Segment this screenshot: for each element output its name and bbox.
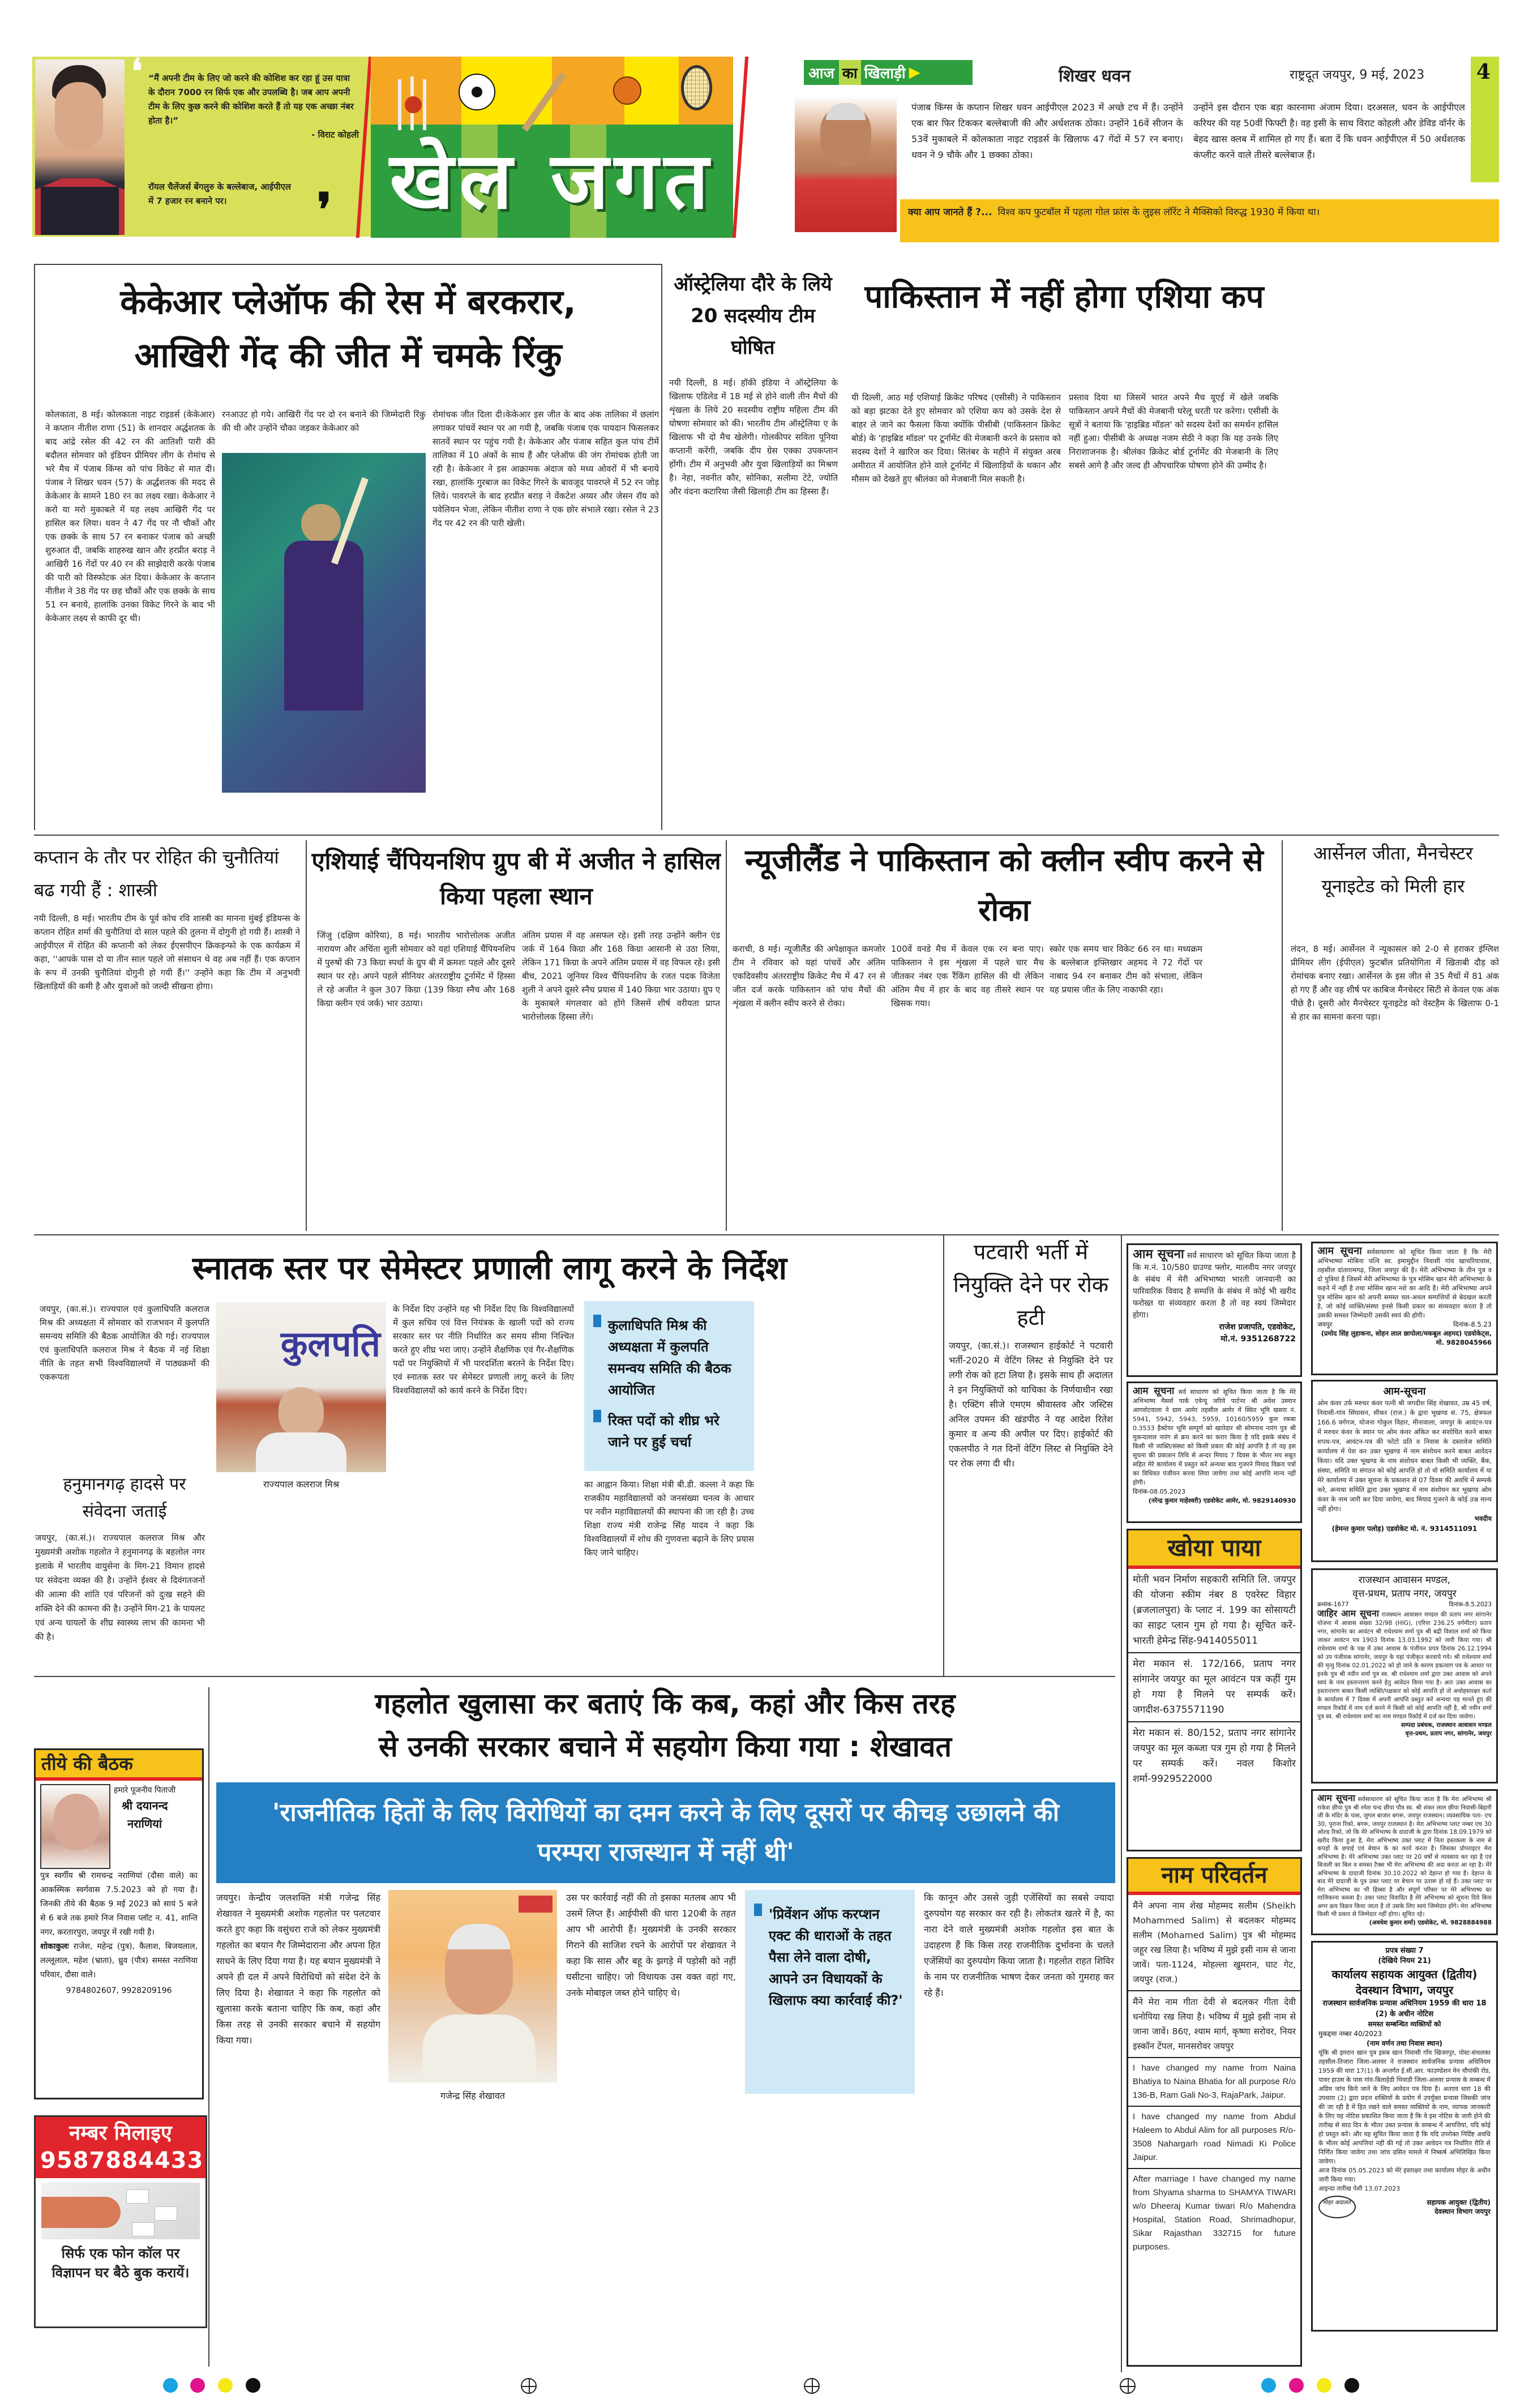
housing-text: राजस्थान आवासन मण्डल की प्रताप नगर सांगानेर योजना में आवास संख्या 32/98 (HIG), (एरिया 236.25 वर्गमीटर) प्रताप नगर, सांगानेर का आवंटन श्री राधेश्याम शर्मा पुत्र श्री बद्री विशाल शर्मा को किया जाकर आवंटन पत्र 1903 दिनांक 13.03.1992 को जारी किया गया। श्री राधेश्याम शर्मा के पक्ष में उक्त आवास के पंजीयन प्रपत्र दिनांक 26.12.1994 को उप पंजीयक सांगानेर, जयपुर के यहां पंजीकृत करवाये गये। श्री राधेश्याम शर्मा की मृत्यु दिनांक 02.01.2022 को हो जाने के कारण हकत्याग पत्र के आधार पर इनके पुत्र श्री नवीन शर्मा पुत्र स्व. श्री राधेश्याम शर्मा द्वारा उक्त आवास को अपने स्वयं के नाम हस्तान्तरण करने हेतु आवेदन किया गया है। अतः उक्त आवास का हस्तान्तरण बाबत किसी व्यक्ति/पक्षकार को कोई आपत्ति हो तो अधोहस्ताक्षर कर्ता के कार्यालय में 7 दिवस में अपनी आपत्ति प्रस्तुत करें अन्यथा यह मानते हुए की मण्डल रिकॉर्ड में नाम दर्ज करने में किसी को कोई आपत्ति नहीं है, श्री नवीन शर्मा पुत्र स्व. श्री राधेश्याम शर्मा का नाम मण्डल रिकॉर्ड में दर्ज कर दिया जावेगा। xyxy=(1317,1611,1492,1720)
lost-found-box xyxy=(1127,1529,1302,1851)
name-change-item-1: मैंने अपना नाम शेख मोहम्मद सलीम (Sheikh Mohammed Salim) से बदलकर मोहम्मद सलीम (Mohamed Salim) पुत्र श्री मोहम्मद जहूर रख लिया है। भविष्य में मुझे इसी नाम से जाना जावें। पता-1124, मोहल्ला खुमरान, घाट गेट, जयपुर (राज.) xyxy=(1128,1895,1300,1991)
top-rule xyxy=(34,264,662,265)
devasthan-subhead: (नाम वर्णन तथा निवास स्थान) xyxy=(1367,2039,1442,2047)
player-text-1: पंजाब किंग्स के कप्तान शिखर धवन आईपीएल 2023 में अच्छे टच में हैं। उन्होंने एक बार फिर टिककर बल्लेबाजी की और अर्धशतक ठोका। उन्होंने 16वें सीजन के 53वें मुकाबले में कोलकाता नाइट राइडर्स के खिलाफ 47 गेंदों में 57 रन बनाए। धवन ने 9 चौके और 1 छक्का ठोका। xyxy=(911,102,1183,160)
shekhawat-col-2b xyxy=(388,2109,557,2364)
play-arrow-icon: ▶ xyxy=(909,64,920,81)
devasthan-text: चूंकि श्री इमरान खान पुत्र इसब खान निवासी गाँव खिजरपुर, पोस्ट-संथलका तहसील-तिजारा जिला-अलवर ने राजस्थान सार्वजनिक प्रन्यास अधिनियम 1959 की धारा 17(1) के अन्तर्गत ई.सी.आर. फाउण्डेशन मेन चौपांकी रोड, पावर हाउस के पास गांव-बिलाहेडी भिवाडी जिला-अलवर प्रन्यास के सम्बन्ध में अग्रिम जांच किये जाने के लिए आवेदन पत्र दिया है। अतएव धारा 18 की उपधारा (2) द्वारा प्रदत्त शक्तियों के प्रयोग में उपर्युक्त प्रन्यास जिसकी जांच की जा रही है में हित रखने वाले समस्त व्यक्तियों के नाम, व्यापक जानकारी के लिए यह नोटिस प्रकाशित किया जाता है कि वे इस नोटिस के जारी होने की तारीख से साठ दिन के भीतर उक्त प्रन्यास के सम्बन्ध में आपत्तियां, यदि कोई हो प्रस्तुत करें। और यह सूचित किया जाता है कि यदि उपरोक्त निर्दिष्ट अवधि के भीतर कोई आपत्तियां नहीं की गई तो उक्त आवेदन पत्र निर्धारित रीति से निर्णित किया जावेगा तथा जांच ग्रसित मामले में निष्कर्ष अभिलिखित किया जावेगा। xyxy=(1318,2049,1491,2165)
player-text-2: उन्होंने इस दौरान एक बड़ा कारनामा अंजाम दिया। दरअसल, धवन के आईपीएल करियर की यह 50वीं फिफ्टी है। वह इसी के साथ विराट कोहली और डेविड वॉर्नर के बेहद खास क्लब में शामिल हो गए हैं। बता दें कि धवन आईपीएल में 50 अर्धशतक कंप्लीट करने वाले तीसरे बल्लेबाज हैं। xyxy=(1193,102,1465,160)
notice-5-text: सर्वसाधारण को सूचित किया जाता है कि मेरा अभिभाष्य श्री राकेश छीपा पुत्र श्री रमेश चन्द छीपा पौत्र स्व. श्री शंकर लाल छीपा निवासी-बिहारी जी के मंदिर के पास, जुगल बाजार बगरू, जयपुर राजस्थान। व्यवसायिक पता- एच 30, पुराना रिको, बगरू, जयपुर राजस्थान है। मेरा अभिभाष्य प्लाट नम्बर एच 30 ओल्ड रिको, जो कि मेरे अभिभाष्य के दादाजी के द्वारा दिनांक 18.09.1979 को खरीद किया हुआ है, मेरा अभिभाष्य उक्त प्लाट में निता हस्तकला के नाम से कपड़ों के छपाई एवं बेचान के का कार्य करता है। जिसका प्रोपराइटर मेरा अभिभाष्य है। मेरे अभिभाष्य उक्त प्लाट पर 20 वर्षों से व्यवसाय कर रहा है एवं बिजली का बिल व समस्त टैक्स भी मेरा अभिभाष्य की अदा करता आ रहा है। मेरे अभिभाष्य के दादाजी दिनांक 30.10.2022 को देहान्त हो गया है। देहान्त के बाद मेरे दादाजी के पुत्र उक्त प्लाट पर बेचान पर उतारू हो रहे हैं। उक्त प्लाट पर मेरा अभिभाष्य का भी हिस्सा है और संपूर्ण परिसर पर मेरे अभिभाष्य का मालिकाना कब्जा है। उक्त प्लाट विवादित है मेरे अभिभाष्य को सूचना दिये बिना अगर क्रय विक्रय किया जाता है तो उसके लिए स्वयं जिम्मेदार होंगे। मेरा अभिभाष्य किसी भी प्रकार से जिम्मेदार नहीं होगा। सूचित रहे। xyxy=(1317,1796,1492,1918)
obituary-photo xyxy=(40,1784,110,1869)
notice-4-text: ओम कंवर उर्फ मरुधर कंवर पत्नी श्री जगदीश सिंह शेखावत, उम्र 45 वर्ष, निवासी-गांव सिंघासन, सीकर (राज.) के द्वारा भूखण्ड सं. 75, क्षेत्रफल 166.6 वर्गगज, योजना गोकुल विहार, मीनावाला, जयपुर के आवंटन-पत्र में मरुधर कंवर के स्थान पर ओम कंवर अंकित कर संशोधित करने बाबत शपथ-पत्र, आवंटन-पत्र की फोटो प्रति व निवास के दस्तावेज समिति कार्यालय में पेश कर उक्त भूखण्ड में नाम संशोधन करने बाबत आवेदन किया। यदि उक्त भूखण्ड के नाम संशोधन बाबत किसी भी व्यक्ति, बैंक, संस्था, समिति या संगठन को कोई आपत्ति हो तो वो समिति कार्यालय में या मेरे कार्यालय में उक्त सूचना के प्रकाशन से 07 दिवस की अवधि में सम्पर्क करे, अन्यथा समिति द्वारा उक्त भूखण्ड में नाम संशोधन कर भूखण्ड ओम कंवर के नाम जारी कर दिया जायेगा, बाद मियाद गुजरने के कोई उज्र मान्य नहीं होगा। xyxy=(1317,1399,1492,1513)
notice-3-text: सर्व साधारण को सूचित किया जाता है कि मेरे अभिभाष्य मैसर्स पार्क एवेन्यू जरिये पार्टनर श्री अवेश उस्मान आगवोटवाला ने ग्राम आमेर तहसील आमेर में स्थित भूमि खसरा नं. 5941, 5942, 5943, 5959, 10160/5959 कुल रकबा 0.3533 हैक्टेयर भूमि सम्पूर्ण को खातेदार श्री सोमनाथ नारंग पुत्र श्री मुकन्दलाल नारंग से क्रय करने का करार किया है यदि इसके संबंध में किसी भी व्यक्ति/संस्था को किसी प्रकार की कोई आपत्ति है तो वह इस सूचना की प्रकाशन तिथि से अन्दर मियाद 7 दिवस के भीतर मय सबूत सहित मेरे कार्यालय में प्रस्तुत करें अन्यथा बाद गुजरने मियाद विक्रय पत्रों का विधिवत पंजीयन करवा लिया जायेगा तथा कोई आपत्ति मान्य नहीं होगी। xyxy=(1133,1388,1296,1486)
arsenal-rule xyxy=(1282,840,1283,1231)
crosshair-mark xyxy=(1120,2378,1136,2394)
notice-4-signature: (हेमन्त कुमार पलोड़) एडवोकेट मो. नं. 9314511091 xyxy=(1331,1525,1478,1533)
arsenal-headline: आर्सेनल जीता, मैनचेस्टर यूनाइटेड को मिली हार xyxy=(1313,842,1473,897)
player-name: शिखर धवन xyxy=(1059,66,1131,86)
quote-author: - विराट कोहली xyxy=(311,130,359,140)
kkr-headline-1: केकेआर प्लेऑफ की रेस में बरकरार, xyxy=(120,283,576,322)
basketball-icon xyxy=(613,76,641,105)
obituary-name-2: नराणियां xyxy=(127,1817,162,1830)
lost-found-item-1: मोती भवन निर्माण सहकारी समिति लि. जयपुर की योजना स्कीम नंबर 8 एवरेस्ट विहार (ब्रजलालपुरा) के प्लाट नं. 199 का सोसायटी का साइट प्लान गुम हो गया है। सूचित करें-भारती हेमेन्द्र सिंह-9414055011 xyxy=(1128,1569,1300,1653)
promo-number: 9587884433 xyxy=(40,2148,204,2174)
trivia-label: क्या आप जानते हैं ?... xyxy=(908,207,992,218)
promo-title: नम्बर मिलाइए xyxy=(69,2122,172,2145)
notice-5-heading: आम सूचना xyxy=(1317,1793,1355,1803)
lost-found-title: खोया पाया xyxy=(1128,1530,1300,1569)
notice-3-heading: आम सूचना xyxy=(1133,1385,1175,1397)
quote-block xyxy=(148,71,359,142)
name-change-box xyxy=(1127,1857,1302,2367)
magenta-registration-mark xyxy=(190,2378,205,2393)
faf-du-plessis-photo xyxy=(35,59,125,235)
row4-rule xyxy=(34,1676,1115,1677)
notice-4-heading: आम-सूचना xyxy=(1383,1385,1426,1397)
devasthan-notice xyxy=(1311,1941,1498,2332)
nz-headline: न्यूजीलैंड ने पाकिस्तान को क्लीन स्वीप करने से रोका xyxy=(745,842,1264,928)
notice-1 xyxy=(1127,1243,1302,1377)
housing-signature-2: वृत्त-प्रथम, प्रताप नगर, सांगानेर, जयपुर xyxy=(1405,1730,1492,1737)
notice-2-text: सर्वसाधारण को सूचित किया जाता है कि मेरी अभिभाष्या मोबिना पत्नि स्व. इमामुद्दीन निवासी गांव खाचरियावास, तहसील दांतारामगढ़, जिला जयपुर की है। मेरी अभिभाष्या के तीन पुत्र व दो पुत्रियां है जिसमें मेरी अभिभाष्या के पुत्र मोसिम खान मेरी अभिभाष्या के कहने में नहीं है तथा मोसिम खान नशे का आदि है। मेरी अभिभाष्या अपने पुत्र मोसिम खान को अपनी समस्त चल-अचल सम्पत्तियों से बेदखल करती है, जो कोई व्यक्ति/संस्था इनसे किसी प्रकार का संव्यवहार करता है तो उसकी समस्त जिम्मेदारी उसकी स्वयं की होगी। xyxy=(1317,1248,1492,1319)
section-title: खेल जगत xyxy=(389,135,714,226)
notice-1-text: सर्व साधारण को सूचित किया जाता है कि म.नं. 10/580 ग्राउण्ड फ्लोर, मालवीय नगर जयपुर के संबंध में मेरी अभिभाष्या भारती जानयानी का पारिवारिक विवाद है सम्पत्ति के संबंध में कोई भी खरीद फरोख्त या संव्यवहार करता है तो वह स्वयं जिम्मेदार होगा। xyxy=(1133,1251,1296,1320)
mourners-label: शोकाकुलः xyxy=(40,1942,69,1951)
obituary-title: तीये की बैठक xyxy=(36,1750,202,1781)
patwari-rule xyxy=(943,1234,944,1676)
notice-3 xyxy=(1127,1382,1302,1523)
kulpati-photo xyxy=(216,1302,386,1472)
semester-col-1: जयपुर, (का.सं.)। राज्यपाल एवं कुलाधिपति कलराज मिश्र की अध्यक्षता में सोमवार को राजभवन में कुलपति समन्वय समिति की बैठक आयोजित की गई। राज्यपाल एवं कुलाधिपति कलराज मिश्र ने बैठक में नई शिक्षा नीति के तहत सभी विश्वविद्यालयों में पाठ्यक्रमों की एकरूपता xyxy=(40,1304,209,1382)
notice-3-date: दिनांक-08.05.2023 xyxy=(1133,1488,1186,1495)
football-icon xyxy=(459,74,495,110)
notice-2-signature: (प्रमोद सिंह लुहाकना, सोहन लाल छापोला/मकबूल अहमद) एडवोकेट्स, मो. 9828045966 xyxy=(1321,1329,1492,1346)
asia-cup-col-2: प्रस्ताव दिया था जिसमें भारत अपने मैच यूएई में खेले जबकि पाकिस्तान अपने मैचों की मेजबानी घरेलू धरती पर करेगा। एसीसी के सूत्रों ने बताया कि 'हाइब्रिड मॉडल' को सदस्य देशों का समर्थन हासिल नहीं हुआ। पीसीबी के अध्यक्ष नजम सेठी ने कहा कि यह उनके लिए निराशाजनक है। श्रीलंका क्रिकेट बोर्ड टूर्नामेंट की मेजबानी के लिए सबसे आगे है और जल्द ही औपचारिक घोषणा होने की उम्मीद है। xyxy=(1069,392,1278,471)
cyan-registration-mark xyxy=(163,2378,178,2393)
devasthan-addressee: समस्त सम्बन्धित व्यक्तियों को xyxy=(1368,2020,1441,2028)
shikhar-dhawan-photo xyxy=(795,96,897,232)
kkr-headline-2: आखिरी गेंद की जीत में चमके रिंकु xyxy=(134,336,562,375)
devasthan-signature-2: देवस्थान विभाग जयपुर xyxy=(1434,2208,1491,2215)
name-change-item-5: After marriage I have changed my name from Shyama sharma to SHAMYA TIWARI w/o Dheeraj Kumar tiwari R/o Mahendra Hospital, Station Road, Shrimadhopur, Sikar Rajasthan 332715 for future purposes. xyxy=(1133,2174,1296,2252)
bullet-icon xyxy=(593,1410,601,1422)
trivia-text: विश्व कप फुटबॉल में पहला गोल फ्रांस के लुइस लॉरेंट ने मैक्सिको विरुद्ध 1930 में किया था। xyxy=(997,207,1320,218)
phone-keypad-image xyxy=(41,2183,200,2239)
badge-word-2: का xyxy=(839,60,861,85)
notice-5 xyxy=(1311,1789,1498,1935)
hockey-left-rule xyxy=(661,264,662,830)
shekhawat-col-2: उस पर कार्रवाई नहीं की तो इसका मतलब आप भी उसमें लिप्त हैं। आईपीसी की धारा 120बी के तहत आप भी आरोपी हैं। मुख्यमंत्री के उनकी सरकार गिराने की साजिश रचने के आरोपों पर शेखावत ने कहा कि सास और बहू के झगड़े में पड़ोसी को नहीं घसीटना चाहिए। जो विधायक उस वक्त वहां गए, उनके मोबाइल जब्त होने चाहिए थे। xyxy=(566,1892,736,1998)
notice-5-signature: (अवधेश कुमार शर्मा) एडवोकेट, मो. 9828884988 xyxy=(1369,1919,1492,1926)
cricket-wicket-icon xyxy=(393,68,433,130)
patwari-headline: पटवारी भर्ती में नियुक्ति देने पर रोक हटी xyxy=(953,1239,1109,1330)
lost-found-item-2: मेरा मकान सं. 172/166, प्रताप नगर सांगानेर जयपुर का मूल आवंटन पत्र कहीं गुम हो गया है मिलने पर सम्पर्क करें। जगदीश-6375571190 xyxy=(1128,1653,1300,1722)
nz-col-2: 100वें वनडे मैच में केवल एक रन बना पाए। पाकिस्तान ने इस शृंखला में पहले चार मैच जीतकर नंबर एक रैंकिंग हासिल की थी लेकिन अंतिम मैच में हार के बाद वह तीसरे स्थान पर खिसक गया। xyxy=(891,944,1044,1008)
callout-1: कुलाधिपति मिश्र की अध्यक्षता में कुलपति समन्वय समिति की बैठक आयोजित xyxy=(608,1318,731,1398)
notice-2-heading: आम सूचना xyxy=(1317,1245,1362,1257)
devasthan-rule: (देखिये नियम 21) xyxy=(1378,1957,1431,1965)
housing-heading: जाहिर आम सूचना xyxy=(1317,1608,1379,1619)
shastri-rule xyxy=(306,840,307,1231)
rinku-singh-photo xyxy=(222,453,426,793)
obituary-phones: 9784802607, 9928209196 xyxy=(66,1986,172,1995)
quote-close-mark: ❜ xyxy=(317,183,332,236)
tennis-racket-icon xyxy=(681,65,712,110)
magenta-registration-mark xyxy=(1289,2378,1304,2393)
notice-4 xyxy=(1311,1380,1498,1562)
quote-text: “मैं अपनी टीम के लिए जो करने की कोशिश कर रहा हूं उस यात्रा के दौरान 7000 रन सिर्फ एक और उपलब्धि है। जब आप अपनी टीम के लिए कुछ करने की कोशिश करते हैं तो यह एक अच्छा नंबर होता है।” xyxy=(148,73,354,126)
nz-col-1: कराची, 8 मई। न्यूजीलैंड की अपेक्षाकृत कमजोर टीम ने रविवार को यहां पांचवें और अंतिम एकदिवसीय अंतरराष्ट्रीय क्रिकेट मैच में 47 रन से जीत दर्ज करके पाकिस्तान को पांच मैचों की शृंखला में क्लीन स्वीप करने से रोका। xyxy=(733,944,885,1008)
ajit-col-2: अंतिम प्रयास में वह असफल रहे। इसी तरह उन्होंने क्लीन एंड जर्क में 164 किग्रा और 168 किग्रा आसानी से उठा लिया, लेकिन 171 किग्रा के अपने अंतिम प्रयास में वह विफल रहे। इसी बीच, 2021 जूनियर विश्व चैंपियनशिप के रजत पदक विजेता शुली ने अपने दूसरे स्नैच प्रयास में 140 किग्रा भार उठाया। ग्रुप ए के मुकाबले मंगलवार को होंगे जिसमें शीर्ष वरीयता प्राप्त भारोत्तोलक हिस्सा लेंगे। xyxy=(522,930,720,1022)
black-registration-mark xyxy=(246,2378,260,2393)
notice-1-heading: आम सूचना xyxy=(1133,1247,1184,1261)
ad-booking-promo[interactable] xyxy=(34,2115,207,2328)
shastri-headline: कप्तान के तौर पर रोहित की चुनौतियां बढ गयी हैं : शास्त्री xyxy=(34,846,279,901)
semester-col-3: का आह्वान किया। शिक्षा मंत्री बी.डी. कल्ला ने कहा कि राजकीय महाविद्यालयों को जनसंख्या घनत्व के आधार पर नवीन महाविद्यालयों की स्थापना की जा रही है। उच्च शिक्षा राज्य मंत्री राजेन्द्र सिंह यादव ने कहा कि विश्वविद्यालयों में शोध की गुणवत्ता बढ़ाने के लिए प्रयास किए जाने चाहिए। xyxy=(584,1479,754,1558)
ajit-col-1: जिंजु (दक्षिण कोरिया), 8 मई। भारतीय भारोत्तोलक अजीत नारायण और अचिंता शुली सोमवार को यहां एशियाई चैंपियनशिप में पुरुषों की 73 किग्रा स्पर्धा के ग्रुप बी में क्रमशः पहले और दूसरे स्थान पर रहे। अपने पहले सीनियर अंतरराष्ट्रीय टूर्नामेंट में हिस्सा ले रहे अजीत ने कुल 307 किग्रा (139 किग्रा स्नैच और 168 किग्रा क्लीन एवं जर्क) भार उठाया। xyxy=(317,930,515,1008)
shekhawat-headline-2: से उनकी सरकार बचाने में सहयोग किया गया : शेखावत xyxy=(379,1730,952,1763)
hanumangarh-body: जयपुर, (का.सं.)। राज्यपाल कलराज मिश्र और मुख्यमंत्री अशोक गहलोत ने हनुमानगढ़ के बहलोल नगर इलाके में भारतीय वायुसेना के मिग-21 विमान हादसे पर संवेदना व्यक्त की है। उन्होंने ईश्वर से दिवंगतजनों की आत्मा की शांति एवं परिजनों को दुःख सहने की शक्ति देने की कामना की है। उन्होंने मिग-21 के पायलट एवं अन्य घायलों के शीघ्र स्वास्थ्य लाभ की कामना भी की है। xyxy=(35,1533,205,1642)
shekhawat-col-3b xyxy=(745,2101,915,2367)
lost-found-item-3: मेरा मकान सं. 80/152, प्रताप नगर सांगानेर जयपुर का मूल कब्जा पत्र गुम हो गया है मिलने पर सम्पर्क करें। नवल किशोर शर्मा-9929522000 xyxy=(1133,1727,1296,1785)
semester-callout xyxy=(584,1301,754,1471)
devasthan-act: राजस्थान सार्वजनिक प्रन्यास अधिनियम 1959 की धारा 18 (2) के अधीन नोटिस xyxy=(1322,1999,1487,2018)
devasthan-next-date: आइन्दा तारीख पेशी 13.07.2023 xyxy=(1318,2185,1401,2192)
notice-4-closing: भवदीय xyxy=(1474,1515,1492,1522)
kulpati-col-2b xyxy=(216,1495,386,1665)
semester-col-4 xyxy=(764,1302,934,1665)
shekhawat-banner-text: 'राजनीतिक हितों के लिए विरोधियों का दमन करने के लिए दूसरों पर कीचड़ उछालने की परम्परा राजस्थान में नहीं थी' xyxy=(272,1798,1060,1867)
devasthan-title: कार्यालय सहायक आयुक्त (द्वितीय) देवस्थान विभाग, जयपुर xyxy=(1331,1968,1478,1997)
kkr-col-2: रनआउट हो गये। आखिरी गेंद पर दो रन बनाने की जिम्मेदारी रिंकु की थी और उन्होंने चौका जड़कर केकेआर को xyxy=(222,409,426,433)
page-number: 4 xyxy=(1476,60,1491,84)
asia-cup-headline: पाकिस्तान में नहीं होगा एशिया कप xyxy=(864,279,1264,315)
shekhawat-callout xyxy=(745,1890,915,2094)
semester-col-2: के निर्देश दिए उन्होंने यह भी निर्देश दिए कि विश्वविद्यालयों में कुल सचिव एवं वित्त नियंत्रक के खाली पदों को राज्य सरकार स्तर पर नीति निर्धारित कर समय सीमा निश्चित करते हुए शीघ्र भरा जाए। उन्होंने शैक्षणिक एवं गैर-शैक्षणिक पदों पर नियुक्तियों में भी पारदर्शिता बरतने के निर्देश दिए। एवं स्नातक स्तर पर सेमेस्टर प्रणाली लागू करने के लिए विश्वविद्यालयों को कार्य करने के निर्देश दिए। xyxy=(393,1304,574,1396)
notice-1-phone: मो.नं. 9351268722 xyxy=(1220,1335,1296,1344)
shekhawat-col-1: जयपुर। केन्द्रीय जलशक्ति मंत्री गजेन्द्र सिंह शेखावत ने मुख्यमंत्री अशोक गहलोत पर पलटवार करते हुए कहा कि वसुंधरा राजे को लेकर मुख्यमंत्री गहलोत का बयान गैर जिम्मेदाराना और अपना हित साधने के लिए दिया गया है। यह बयान मुख्यमंत्री ने अपने ही दल में अपने विरोधियों को संदेश देने के लिए दिया है। शेखावत ने कहा कि गहलोत को खुलासा करके बताना चाहिए कि कब, कहां और किस तरह से उनकी सरकार बचाने में सहयोग किया गया। xyxy=(216,1892,380,2046)
kkr-col-3: रोमांचक जीत दिला दी।केकेआर इस जीत के बाद अंक तालिका में छलांग लगाकर पांचवें स्थान पर आ गयी है, जबकि पंजाब एक पायदान फिसलकर सातवें स्थान पर पहुंच गयी है। केकेआर और पंजाब सहित कुल पांच टीमें तालिका में 10 अंकों के साथ हैं और प्लेऑफ की जंग रोमांचक होती जा रही है। केकेआर ने इस आक्रामक अंदाज को मध्य ओवरों में भी बनाये रखा, हालांकि गुरबाज का विकेट गिरने के बावजूद पावरप्ले में 52 रन जोड़ लिये। पावरप्ले के बाद हरप्रीत बराड़ ने वेंकटेश अय्यर और जेसन रॉय को पवेलियन भेजा, लेकिन नीतीश राणा ने एक छोर संभाले रखा। रसेल ने 23 गेंद पर 42 रन की पारी खेली। xyxy=(432,409,659,528)
obituary-name-1: श्री दयानन्द xyxy=(121,1799,168,1812)
obituary-box xyxy=(34,1748,204,2099)
shekhawat-banner xyxy=(216,1782,1115,1883)
shastri-body: नयी दिल्ली, 8 मई। भारतीय टीम के पूर्व कोच रवि शास्त्री का मानना मुंबई इंडियन्स के कप्तान रोहित शर्मा की चुनौतियां दो साल पहले की तुलना में दोगुनी हो गयी हैं। शास्त्री ने आईपीएल में रोहित की कप्तानी को लेकर ईएसपीएन क्रिकइन्फो के एक कार्यक्रम में कहा, ''आपके पास दो या तीन साल पहले जो संसाधन थे वह अब नहीं हैं। एक कप्तान के रूप में उनकी चुनौतियां दोगुनी हो गयी हैं।'' उन्होंने कहा कि टीम में अनुभवी खिलाड़ियों की कमी है और युवाओं को जल्दी सीखना होगा। xyxy=(34,913,300,991)
mourners-list: राजेश, महेन्द्र (पुत्र), कैलाश, बिजयलाल, लल्लूलाल, महेश (भ्राता), ध्रुव (पौत्र) समस्त नराणिया परिवार, दौसा वाले। xyxy=(40,1942,198,1979)
badge-word-3: खिलाड़ी xyxy=(864,65,906,82)
asia-cup-col-1: यी दिल्ली, आठ मई एशियाई क्रिकेट परिषद (एसीसी) ने पाकिस्तान को बड़ा झटका देते हुए सोमवार को एशिया कप को उसके देश से बाहर ले जाने का फैसला किया क्योंकि पीसीबी (पाकिस्तान क्रिकेट बोर्ड) के 'हाइब्रिड मॉडल' पर टूर्नामेंट की मेजबानी करने के प्रस्ताव को सदस्य देशों ने खारिज कर दिया। सितंबर के महीने में संयुक्त अरब अमीरात में आयोजित होने वाले टूर्नामेंट में खिलाड़ियों के थकान और मौसम को देखते हुए श्रीलंका को मेजबानी मिल सकती है। xyxy=(851,392,1061,484)
callout-2: रिक्त पदों को शीघ्र भरे जाने पर हुई चर्चा xyxy=(608,1413,720,1450)
shekhawat-headline-1: गहलोत खुलासा कर बताएं कि कब, कहां और किस तरह xyxy=(375,1687,956,1720)
devasthan-issued: आज दिनांक 05.05.2023 को मेरे हस्ताक्षर तथा कार्यालय मोहर के अधीन जारी किया गया। xyxy=(1318,2167,1491,2183)
notice-1-signature: राजेश प्रजापति, एडवोकेट, xyxy=(1219,1323,1296,1332)
badge-word-1: आज xyxy=(808,65,834,82)
name-change-title: नाम परिवर्तन xyxy=(1128,1859,1300,1895)
crosshair-mark xyxy=(521,2378,537,2394)
devasthan-signature-1: सहायक आयुक्त (द्वितीय) xyxy=(1427,2199,1491,2206)
kulpati-caption: राज्यपाल कलराज मिश्र xyxy=(263,1479,340,1490)
shekhawat-left-rule xyxy=(208,1687,209,2367)
housing-title-2: वृत्त-प्रथम, प्रताप नगर, जयपुर xyxy=(1352,1588,1457,1599)
bullet-icon xyxy=(593,1315,601,1327)
obituary-body: पुत्र स्वर्गीय श्री रामचन्द्र नराणियां (दौसा वाले) का आकस्मिक स्वर्गवास 7.5.2023 को हो गया है। जिनकी तीये की बैठक 9 मई 2023 को सायं 5 बजे से 6 बजे तक हमारे निज निवास प्लॉट न. 41, शान्ति नगर, करतारपुरा, जयपुर में रखी गयी है। xyxy=(40,1871,198,1937)
bullet-icon xyxy=(754,1904,762,1916)
arsenal-body: लंदन, 8 मई। आर्सेनल ने न्यूकासल को 2-0 से हराकर इंग्लिश प्रीमियर लीग (ईपीएल) फुटबॉल प्रतियोगिता में खिताबी दौड़ को रोमांचक बनाए रखा। आर्सेनल के इस जीत से 35 मैचों में 81 अंक हो गए हैं और वह शीर्ष पर काबिज मैनचेस्टर सिटी से केवल एक अंक पीछे है। दूसरी ओर मैनचेस्टर यूनाइटेड को वेस्टहैम के खिलाफ 0-1 से हार का सामना करना पड़ा। xyxy=(1291,944,1499,1022)
quote-caption: रॉयल चैलेंजर्स बेंगलुरु के बल्लेबाज, आईपीएल में 7 हजार रन बनाने पर। xyxy=(148,182,291,206)
section-banner xyxy=(371,57,733,238)
obituary-intro: हमारे पूजनीय पिताजी xyxy=(114,1786,176,1795)
devasthan-form-no: प्रपत्र संख्या 7 xyxy=(1385,1947,1424,1955)
dateline: राष्ट्रदूत जयपुर, 9 मई, 2023 xyxy=(1290,68,1425,82)
housing-ref: क्रमांक-1677 xyxy=(1317,1601,1349,1608)
housing-signature-1: सम्पदा प्रबंधक, राजस्थान आवासन मण्डल xyxy=(1401,1722,1492,1729)
player-badge xyxy=(804,60,973,85)
devasthan-case-no: मुकद्दमा नम्बर 40/2023 xyxy=(1318,2030,1382,2038)
name-change-item-4: I have changed my name from Abdul Haleem to Abdul Alim for all purposes R/o- 3508 Nahargarh road Nimadi Ki Police Jaipur. xyxy=(1128,2107,1300,2169)
kulpati-label: कुलपति xyxy=(280,1323,380,1365)
shekhawat-photo xyxy=(388,1890,557,2082)
notice-2-place: जयपुर xyxy=(1317,1320,1333,1328)
housing-title-1: राजस्थान आवासन मण्डल, xyxy=(1358,1575,1451,1586)
notice-3-signature: (नरेन्द्र कुमार माहेश्वरी) एडवोकेट आमेर, मो. 9829140930 xyxy=(1148,1497,1296,1504)
semester-headline: स्नातक स्तर पर सेमेस्टर प्रणाली लागू करने के निर्देश xyxy=(192,1250,787,1287)
notice-2-date: दिनांक-8.5.23 xyxy=(1453,1320,1492,1328)
classified-rule xyxy=(1121,1234,1122,2372)
hockey-body: नयी दिल्ली, 8 मई। हॉकी इंडिया ने ऑस्ट्रेलिया के खिलाफ एडिलेड में 18 मई से होने वाली तीन मैचों की शृंखला के लिये 20 सदस्यीय राष्ट्रीय महिला टीम की घोषणा सोमवार को की। भारतीय टीम ऑस्ट्रेलिया ए के खिलाफ भी दो मैच खेलेगी। गोलकीपर सविता पूनिया कप्तानी करेंगी, जबकि दीप ग्रेस एक्का उपकप्तान होंगी। टीम में अनुभवी और युवा खिलाड़ियों का मिश्रण है। नेहा, नवनीत कौर, सोनिका, सलीमा टेटे, ज्योति और वंदना कटारिया जैसी खिलाड़ी टीम का हिस्सा हैं। xyxy=(669,378,838,497)
housing-date: दिनांक-8.5.2023 xyxy=(1449,1601,1492,1608)
cyan-registration-mark xyxy=(1261,2378,1276,2393)
red-stripe-right xyxy=(733,57,748,238)
name-change-item-2: मैंने मेरा नाम गीता देवी से बदलकर गीता देवी धनोपिया रख लिया है। भविष्य में मुझे इसी नाम से जाना जावें। 86ए, श्याम मार्ग, कृष्णा सरोवर, नियर इस्कॉन टेंपल, मानसरोवर जयपुर xyxy=(1128,1991,1300,2058)
promo-tagline: सिर्फ एक फोन कॉल पर विज्ञापन घर बैठे बुक करायें। xyxy=(52,2246,190,2281)
name-change-item-3: I have changed my name from Naina Bhatiya to Naina Bhatia for all purpose R/o 136-B, Ram Gali No-3, RajaPark, Jaipur. xyxy=(1128,2058,1300,2107)
shekhawat-col-3: कि कानून और उससे जुड़ी एजेंसियों का सबसे ज्यादा दुरुपयोग यह सरकार कर रही है। लोकतंत्र खतरे में है, का नारा देने वाले मुख्यमंत्री अशोक गहलोत इस बात के उदाहरण हैं कि किस तरह राजनीतिक दुर्भावना के चलते एजेंसियों का दुरुपयोग किया जाता है। गहलोत राहत शिविर के नाम पर राजनीतिक भाषण देकर जनता को गुमराह कर रहे हैं। xyxy=(924,1892,1114,1998)
notice-2 xyxy=(1311,1242,1498,1375)
row3-rule xyxy=(34,1234,1499,1235)
nz-rule xyxy=(726,840,727,1231)
ajit-headline: एशियाई चैंपियनशिप ग्रुप बी में अजीत ने हासिल किया पहला स्थान xyxy=(311,847,721,910)
court-seal: मोहर अदालत xyxy=(1318,2196,1356,2218)
kkr-left-rule xyxy=(34,264,35,830)
crosshair-mark xyxy=(804,2378,820,2394)
shekhawat-callout-text: 'प्रिवेंशन ऑफ करप्शन एक्ट की धाराओं के तहत पैसा लेने वाला दोषी, आपने उन विधायकों के खिलाफ क्या कार्रवाई की?' xyxy=(769,1906,903,2008)
kkr-col-1: कोलकाता, 8 मई। कोलकाता नाइट राइडर्स (केकेआर) ने कप्तान नीतीश राणा (51) के शानदार अर्द्धशतक के बाद आंद्रे रसेल की 42 रन की आतिशी पारी की बदौलत सोमवार को इंडियन प्रीमियर लीग के रोमांच से भरे मैच में पंजाब किंग्स को पांच विकेट से मात दी। पंजाब ने शिखर धवन (57) के अर्द्धशतक की मदद से केकेआर के सामने 180 रन का लक्ष्य रखा। केकेआर ने करो या मरो मुकाबले में यह लक्ष्य आखिरी गेंद पर हासिल कर लिया। धवन ने 47 गेंद पर नौ चौकों और एक छक्के के साथ 57 रन बनाकर पंजाब को अच्छी शुरुआत दी, जबकि शाहरुख खान और हरप्रीत बराड़ ने आखिरी 16 गेंदों पर 40 रन की साझेदारी करके पंजाब की पारी को विस्फोटक अंत दिया। केकेआर के कप्तान नीतीश ने 38 गेंद पर छह चौकों और एक छक्के के साथ 51 रन बनाये, हालांकि उनका विकेट गिरने के बाद भी केकेआर लक्ष्य से काफी दूर थी। xyxy=(45,409,215,623)
nz-col-3: स्कोर एक समय चार विकेट 66 रन था। मध्यक्रम के बल्लेबाज इफ्तिखार अहमद ने 72 गेंदों पर नाबाद 94 रन बनाकर टीम को संभाला, लेकिन यह प्रयास जीत के लिए नाकाफी रहा। xyxy=(1050,944,1202,995)
hockey-headline: ऑस्ट्रेलिया दौरे के लिये 20 सदस्यीय टीम घोषित xyxy=(674,273,832,359)
yellow-registration-mark xyxy=(1317,2378,1331,2393)
shekhawat-photo-caption: गजेन्द्र सिंह शेखावत xyxy=(440,2090,506,2101)
quote-open-mark: ❛ xyxy=(131,52,143,91)
yellow-registration-mark xyxy=(218,2378,233,2393)
housing-board-notice xyxy=(1311,1568,1498,1783)
hanumangarh-headline: हनुमानगढ़ हादसे पर संवेदना जताई xyxy=(63,1474,186,1521)
trivia-bar xyxy=(900,199,1499,242)
black-registration-mark xyxy=(1344,2378,1359,2393)
patwari-body: जयपुर, (का.सं.)। राजस्थान हाईकोर्ट ने पटवारी भर्ती-2020 में वेटिंग लिस्ट से नियुक्ति देने पर लगी रोक को हटा लिया है। इसके साथ ही अदालत ने इन नियुक्तियों को याचिका के निर्णयाधीन रखा है। एक्टिंग सीजे एमएम श्रीवास्तव और जस्टिस अनिल उपमन की खंडपीठ ने यह आदेश रितेश कुमार व अन्य की अपील पर दिए। हाईकोर्ट की एकलपीठ ने गत दिनों वेटिंग लिस्ट से नियुक्ति देने पर रोक लगा दी थी। xyxy=(949,1340,1113,1469)
